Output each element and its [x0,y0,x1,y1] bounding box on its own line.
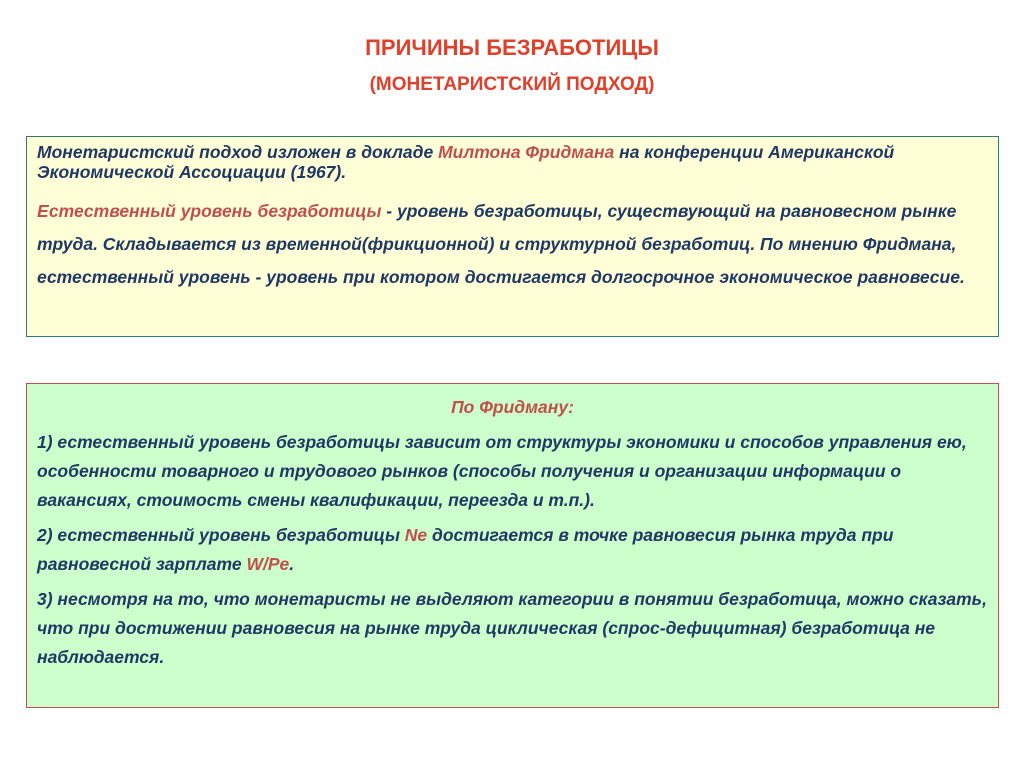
definition-text: - уровень безработицы, существующий на равновесном рынке труда. Складывается из временной(фрикционной) и структурной безработиц. По мнению Фридмана, естественный уровень - уровень при котором достигается долгосрочное экономическое равновесие. [37,201,965,287]
intro-paragraph [37,142,988,182]
point-2 [37,521,988,579]
wpe-symbol: W/Pe [246,554,290,574]
point-3: 3) несмотря на то, что монетаристы не выделяют категории в понятии безработица, можно сказать, что при достижении равновесия на рынке труда циклическая (спрос-дефицитная) безработица не наблюдается. [37,589,987,667]
definition-paragraph [37,195,988,294]
intro-text-a: Монетаристский подход изложен в докладе [37,142,439,162]
points-heading: По Фридману: [451,397,574,417]
point-2-text-c: . [289,554,295,574]
point-2-text-a: 2) естественный уровень безработицы [37,525,405,545]
ne-symbol: Ne [404,525,428,545]
slide-subtitle: (МОНЕТАРИСТСКИЙ ПОДХОД) [369,74,655,95]
friedman-name: Милтона Фридмана [438,142,615,162]
monetarist-intro-box [26,136,999,337]
slide-title: ПРИЧИНЫ БЕЗРАБОТИЦЫ [365,35,659,60]
point-1: 1) естественный уровень безработицы зависит от структуры экономики и способов управления ею, особенности товарного и трудового рынков (способы получения и организации информации о вакансиях, стоимость смены квалификации, переезда и т.п.). [37,432,967,510]
natural-rate-term: Естественный уровень безработицы [37,201,382,221]
point-2-text-b: достигается в точке равновесия рынка труда при равновесной зарплате [37,525,894,574]
friedman-points-box [26,383,999,708]
intro-text-b: на конференции Американской Экономической Ассоциации (1967). [37,142,895,182]
